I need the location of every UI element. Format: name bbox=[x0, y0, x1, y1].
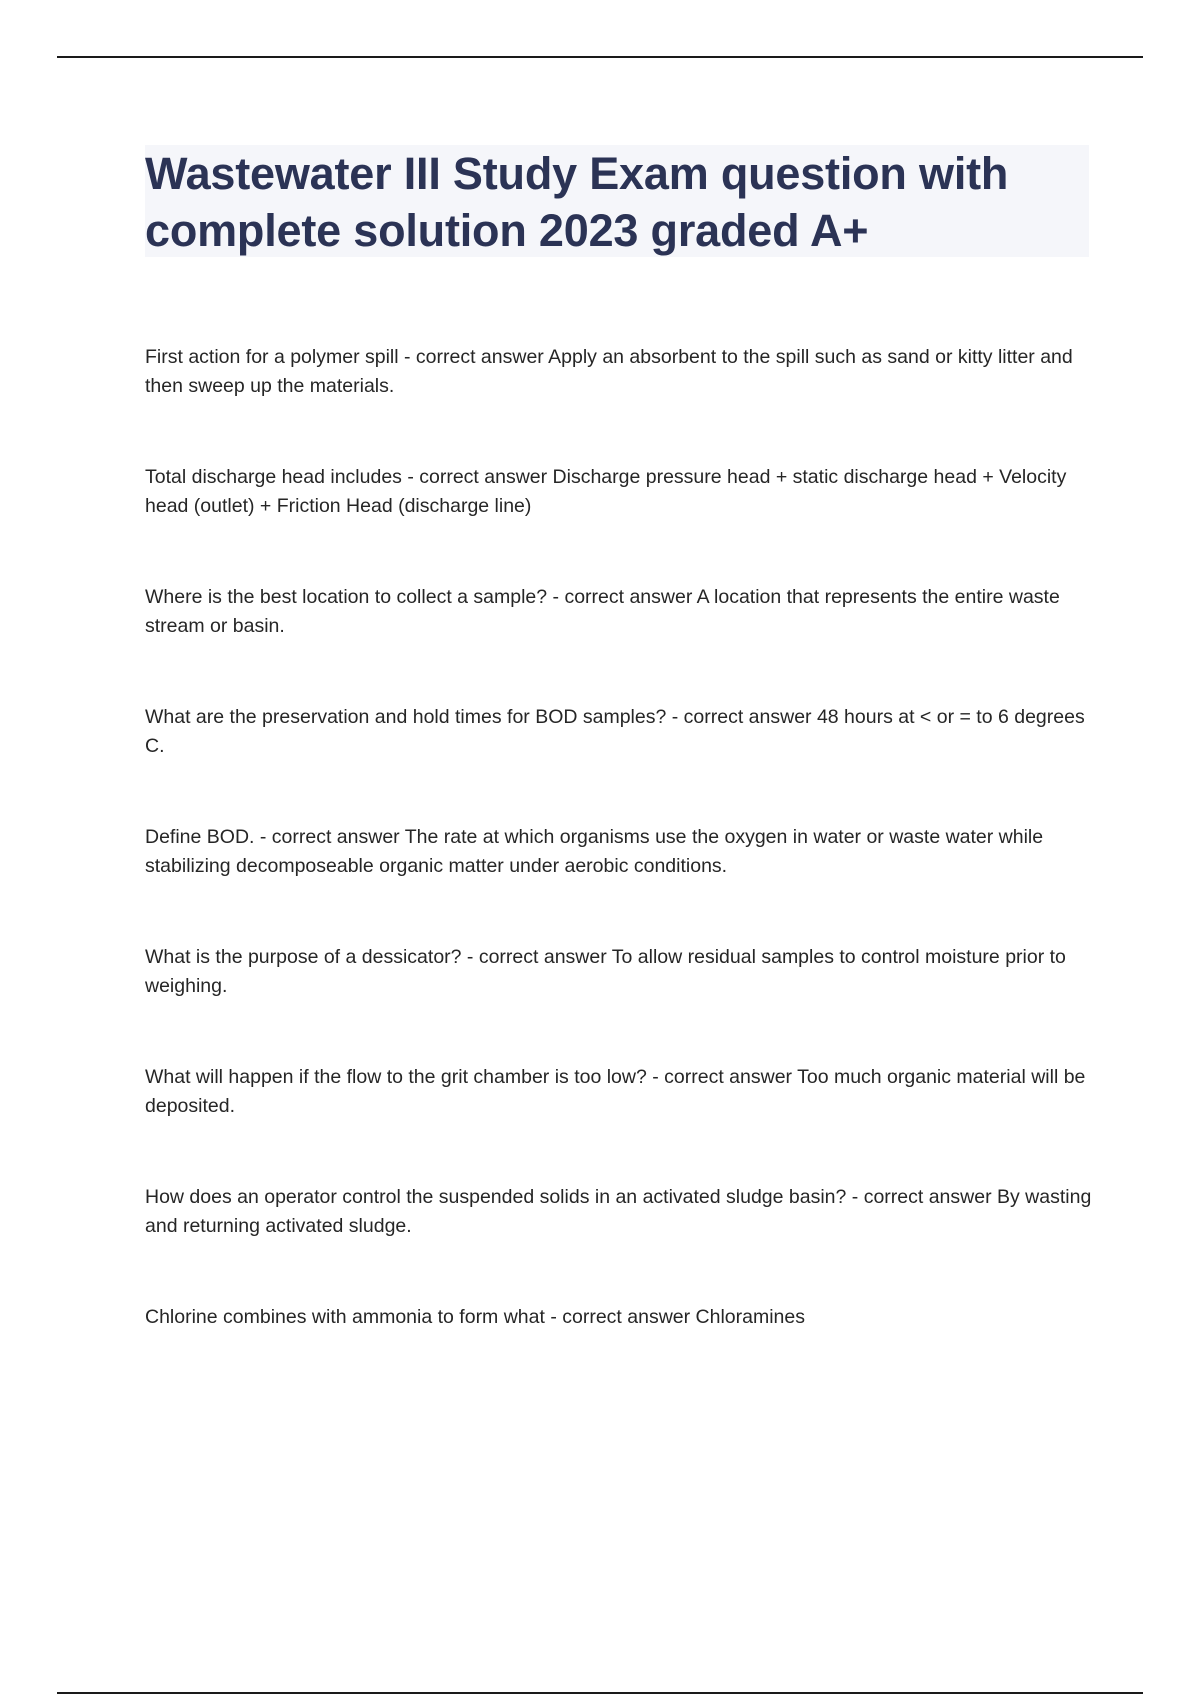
header-rule bbox=[57, 56, 1143, 58]
document-title: Wastewater III Study Exam question with complete solution 2023 graded A+ bbox=[145, 148, 1009, 256]
qa-item: Chlorine combines with ammonia to form what - correct answer Chloramines bbox=[145, 1306, 805, 1328]
footer-rule bbox=[57, 1692, 1143, 1694]
question-answer-list bbox=[145, 343, 1095, 1423]
qa-item: First action for a polymer spill - correct answer Apply an absorbent to the spill such as sand or kitty litter and then sweep up the materials. bbox=[145, 346, 1073, 397]
qa-item: Define BOD. - correct answer The rate at which organisms use the oxygen in water or waste water while stabilizing decomposeable organic matter under aerobic conditions. bbox=[145, 826, 1044, 877]
qa-item: What is the purpose of a dessicator? - correct answer To allow residual samples to control moisture prior to weighing. bbox=[145, 946, 1066, 997]
qa-item: Where is the best location to collect a sample? - correct answer A location that represents the entire waste stream or basin. bbox=[145, 586, 1060, 637]
qa-item: How does an operator control the suspended solids in an activated sludge basin? - correct answer By wasting and returning activated sludge. bbox=[145, 1186, 1092, 1237]
qa-item: What are the preservation and hold times for BOD samples? - correct answer 48 hours at < or = to 6 degrees C. bbox=[145, 706, 1085, 757]
qa-item: What will happen if the flow to the grit chamber is too low? - correct answer Too much organic material will be deposited. bbox=[145, 1066, 1086, 1117]
qa-item: Total discharge head includes - correct answer Discharge pressure head + static discharge head + Velocity head (outlet) + Friction Head (discharge line) bbox=[145, 466, 1067, 517]
